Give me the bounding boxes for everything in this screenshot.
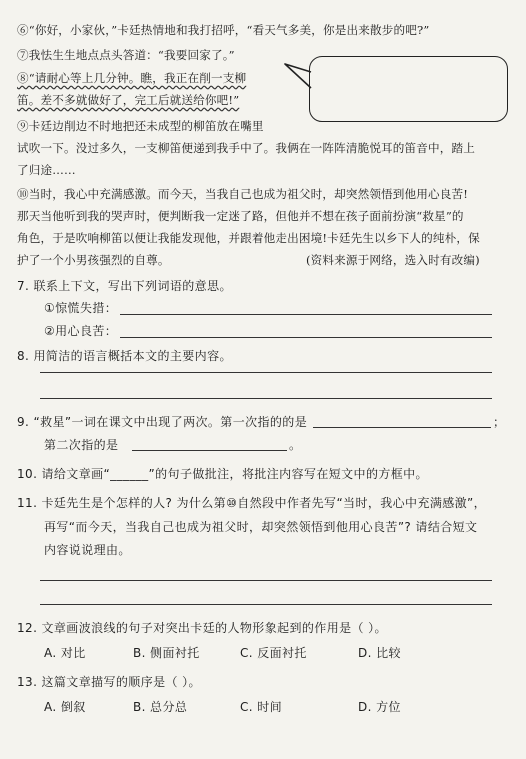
question-12-option-d[interactable]: D. 比较: [358, 646, 401, 660]
passage-paragraph-9-line-2: 试吹一下。没过多久，一支柳笛便递到我手中了。我俩在一阵阵清脆悦耳的笛音中，踏上: [17, 141, 476, 155]
question-7: 7. 联系上下文，写出下列词语的意思。: [17, 279, 232, 293]
question-13-option-a[interactable]: A. 倒叙: [44, 700, 86, 714]
passage-paragraph-10-line-1: ⑩当时，我心中充满感激。而今天，当我自己也成为祖父时，却突然领悟到他用心良苦!: [17, 187, 469, 201]
question-13: 13. 这篇文章描写的顺序是（ ）。: [17, 675, 201, 689]
answer-line-11-2[interactable]: [40, 604, 492, 605]
question-13-option-d[interactable]: D. 方位: [358, 700, 401, 714]
passage-paragraph-7: ⑦我怯生生地点点头答道：“我要回家了。”: [17, 48, 235, 62]
question-13-option-b[interactable]: B. 总分总: [133, 700, 188, 714]
question-7-item-2-label: ②用心良苦：: [44, 324, 118, 338]
answer-line-7-2[interactable]: [120, 337, 492, 338]
passage-paragraph-8-line-2: 笛。差不多就做好了，完工后就送给你吧!”: [17, 93, 240, 107]
answer-line-7-1[interactable]: [120, 314, 492, 315]
answer-line-8-1[interactable]: [40, 372, 492, 373]
question-10-part-2: ”的句子做批注，将批注内容写在短文中的方框中。: [148, 467, 428, 481]
passage-paragraph-9-line-3: 了归途……: [17, 163, 76, 177]
passage-paragraph-10-line-4: 护了一个小男孩强烈的自尊。: [17, 253, 170, 267]
question-10-part-1: 10. 请给文章画“: [17, 467, 111, 481]
wavy-line-sample: ______: [110, 467, 149, 481]
passage-paragraph-6: ⑥“你好，小家伙，”卡廷热情地和我打招呼，“看天气多美，你是出来散步的吧?”: [17, 23, 430, 37]
question-11-line-3: 内容说说理由。: [44, 543, 131, 557]
question-9-end: 。: [289, 438, 302, 452]
passage-source-note: (资料来源于网络，选入时有改编): [306, 253, 480, 267]
question-11-line-1: 11. 卡廷先生是个怎样的人? 为什么第⑩自然段中作者先写“当时，我心中充满感激”，: [17, 496, 487, 510]
question-9-part-1: 9. “救星”一词在课文中出现了两次。第一次指的的是: [17, 415, 308, 429]
answer-line-9-2[interactable]: [132, 450, 287, 451]
annotation-speech-bubble-box[interactable]: [309, 56, 508, 122]
passage-paragraph-10-line-3: 角色，于是吹响柳笛以便让我能发现他，并跟着他走出困境!卡廷先生以乡下人的纯朴，保: [17, 231, 480, 245]
question-12-option-b[interactable]: B. 侧面衬托: [133, 646, 200, 660]
question-12-option-c[interactable]: C. 反面衬托: [240, 646, 307, 660]
question-10: [17, 465, 428, 482]
question-9-separator: ；: [493, 415, 506, 429]
passage-paragraph-8-line-1: ⑧“请耐心等上几分钟。瞧，我正在削一支柳: [17, 71, 247, 85]
question-8: 8. 用简洁的语言概括本文的主要内容。: [17, 349, 232, 363]
question-13-option-c[interactable]: C. 时间: [240, 700, 283, 714]
answer-line-11-1[interactable]: [40, 580, 492, 581]
passage-paragraph-10-line-2: 那天当他听到我的哭声时，便判断我一定迷了路，但他并不想在孩子面前扮演“救星”的: [17, 209, 464, 223]
question-9-part-2: 第二次指的是: [44, 438, 119, 452]
passage-paragraph-9-line-1: ⑨卡廷边削边不时地把还未成型的柳笛放在嘴里: [17, 119, 264, 133]
question-11-line-2: 再写“而今天，当我自己也成为祖父时，却突然领悟到他用心良苦”? 请结合短文: [44, 520, 478, 534]
answer-line-9-1[interactable]: [313, 427, 491, 428]
question-7-item-1-label: ①惊慌失措：: [44, 301, 118, 315]
answer-line-8-2[interactable]: [40, 398, 492, 399]
question-12: 12. 文章画波浪线的句子对突出卡廷的人物形象起到的作用是（ ）。: [17, 621, 387, 635]
question-12-option-a[interactable]: A. 对比: [44, 646, 86, 660]
